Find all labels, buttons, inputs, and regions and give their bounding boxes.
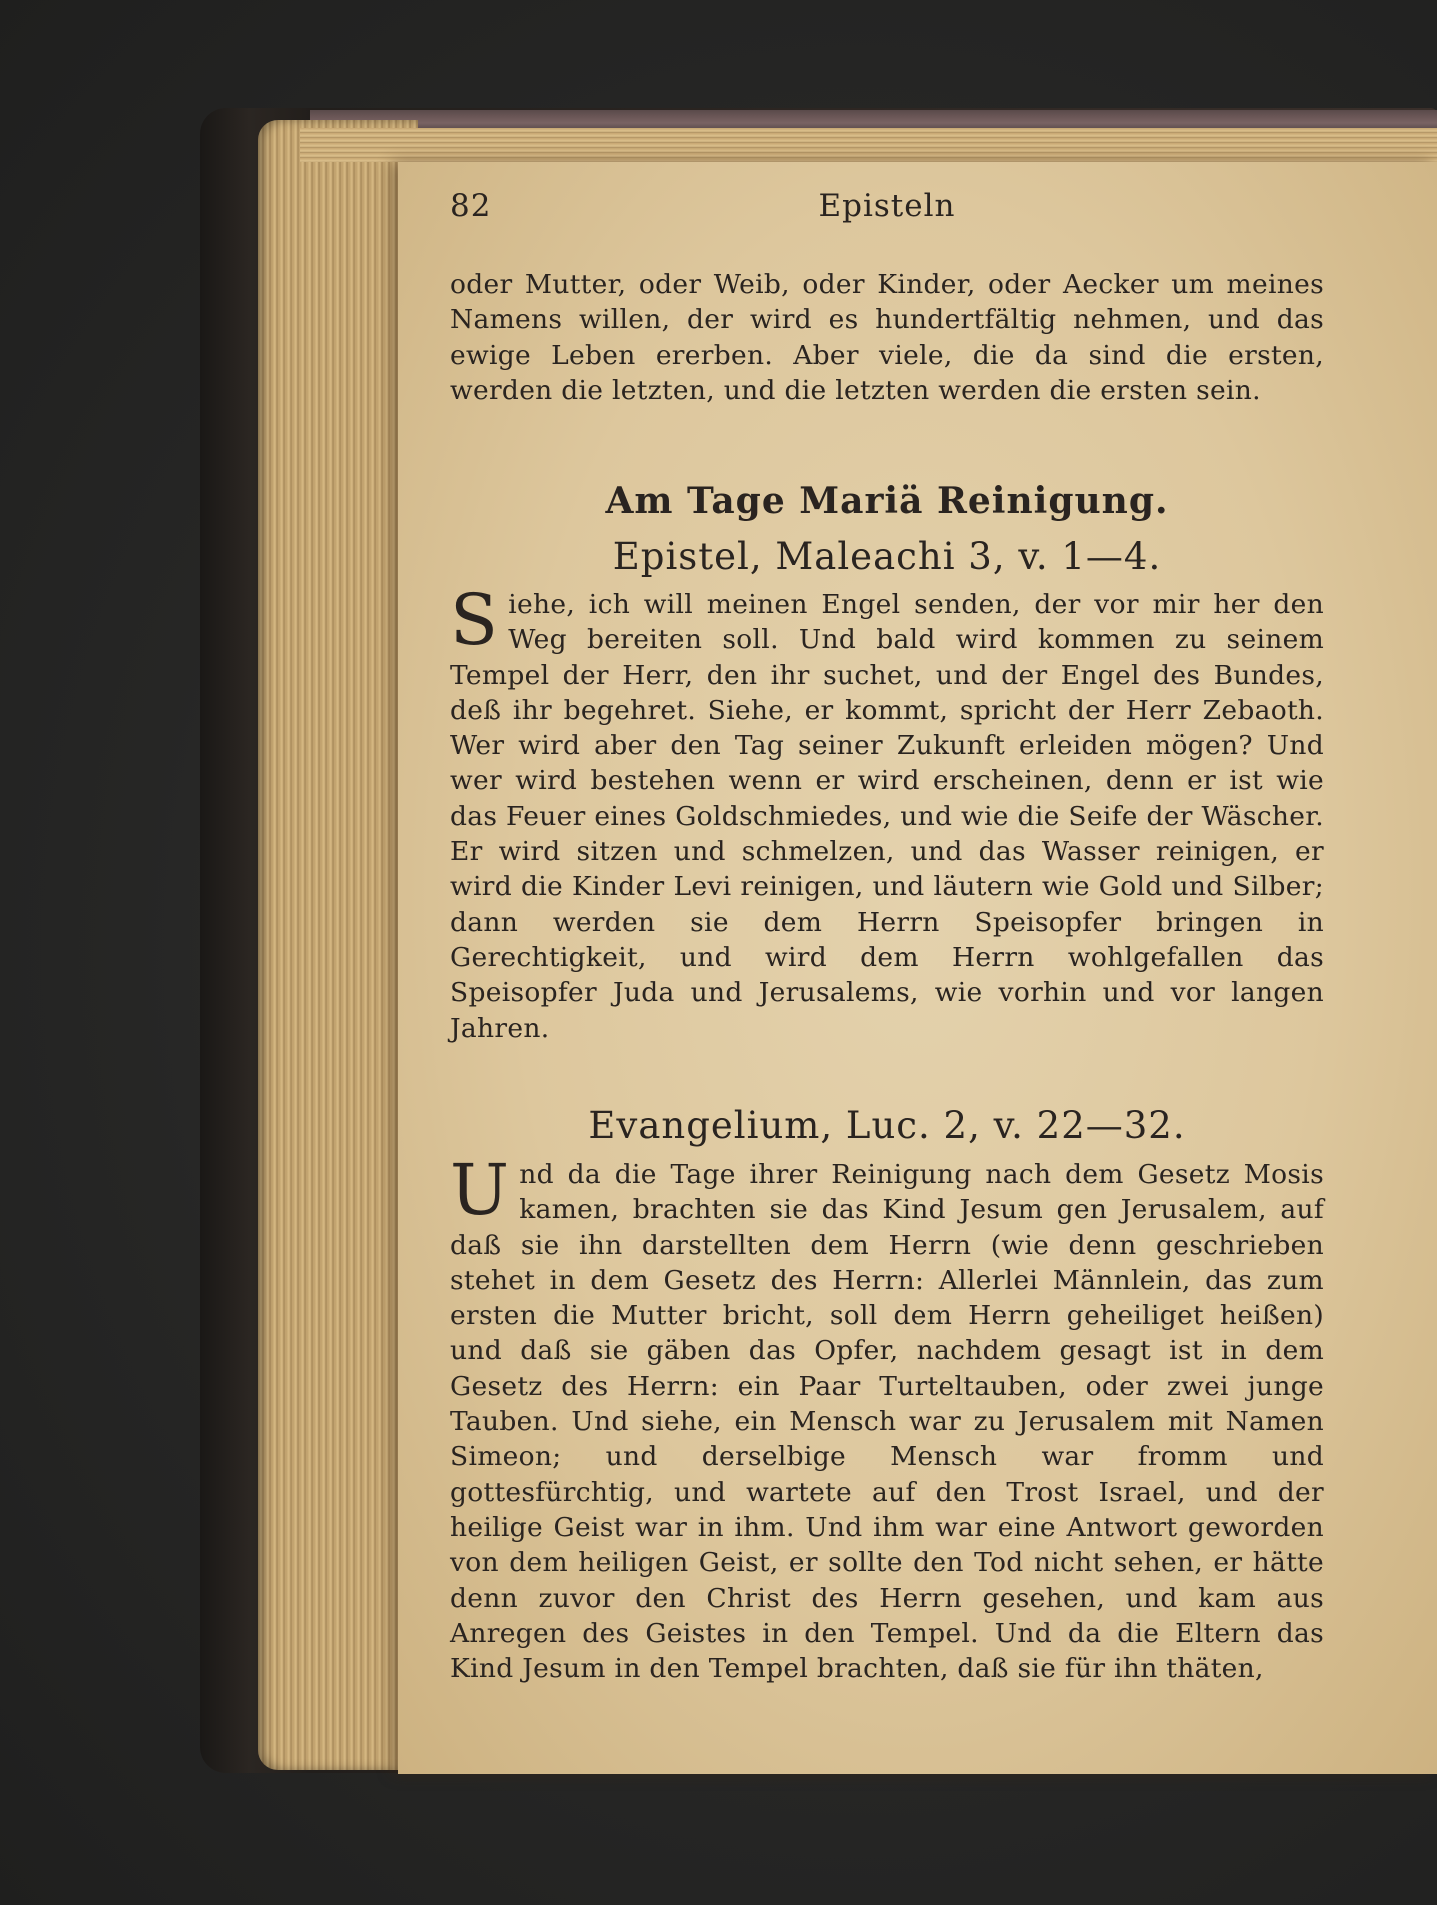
- gospel-heading: Evangelium, Luc. 2, v. 22—32.: [588, 1104, 1186, 1147]
- gospel-drop-initial: U: [450, 1149, 510, 1231]
- epistle-heading: Epistel, Maleachi 3, v. 1—4.: [612, 535, 1162, 578]
- gospel-paragraph: [450, 1149, 1324, 1686]
- page-number: 82: [450, 188, 492, 224]
- page-edges-left: [258, 120, 418, 1770]
- running-head: Episteln: [818, 188, 956, 224]
- epistle-paragraph: [450, 579, 1324, 1046]
- continuation-paragraph: oder Mutter, oder Weib, oder Kinder, oder Aecker um meines Namens willen, der wird es hundertfältig nehmen, und das ewige Leben ererben. Aber viele, die da sind die ersten, werden die letzten, und die letzten werden die ersten sein.: [450, 269, 1324, 406]
- feast-title: Am Tage Mariä Reinigung.: [605, 480, 1169, 522]
- epistle-text: iehe, ich will meinen Engel senden, der vor mir her den Weg bereiten soll. Und bald wird kommen zu seinem Tempel der Herr, den ihr suchet, und der Engel des Bundes, deß ihr begehret. Siehe, er kommt, spricht der Herr Zebaoth. Wer wird aber den Tag seiner Zukunft erleiden mögen? Und wer wird bestehen wenn er wird erscheinen, denn er ist wie das Feuer eines Goldschmiedes, und wie die Seife der Wäscher. Er wird sitzen und schmelzen, und das Wasser reinigen, er wird die Kinder Levi reinigen, und läutern wie Gold und Silber; dann werden sie dem Herrn Speisopfer bringen in Gerechtigkeit, und wird dem Herrn wohlgefallen das Speisopfer Juda und Jerusalems, wie vorhin und vor langen Jahren.: [450, 589, 1324, 1044]
- page-edges-top: [300, 128, 1437, 162]
- epistle-drop-initial: S: [450, 579, 499, 661]
- page-header: [450, 188, 1324, 228]
- gospel-text: nd da die Tage ihrer Reinigung nach dem Gesetz Mosis kamen, brachten sie das Kind Jesum gen Jerusalem, auf daß sie ihn darstellten dem Herrn (wie denn geschrieben stehet in dem Gesetz des Herrn: Allerlei Männlein, das zum ersten die Mutter bricht, soll dem Herrn geheiliget heißen) und daß sie gäben das Opfer, nachdem gesagt ist in dem Gesetz des Herrn: ein Paar Turteltauben, oder zwei junge Tauben. Und siehe, ein Mensch war zu Jerusalem mit Namen Simeon; und derselbige Mensch war fromm und gottesfürchtig, und wartete auf den Trost Israel, und der heilige Geist war in ihm. Und ihm war eine Antwort geworden von dem heiligen Geist, er sollte den Tod nicht sehen, er hätte denn zuvor den Christ des Herrn gesehen, und kam aus Anregen des Geistes in den Tempel. Und da die Eltern das Kind Jesum in den Tempel brachten, daß sie für ihn thäten,: [450, 1159, 1324, 1685]
- book-page: [398, 162, 1437, 1774]
